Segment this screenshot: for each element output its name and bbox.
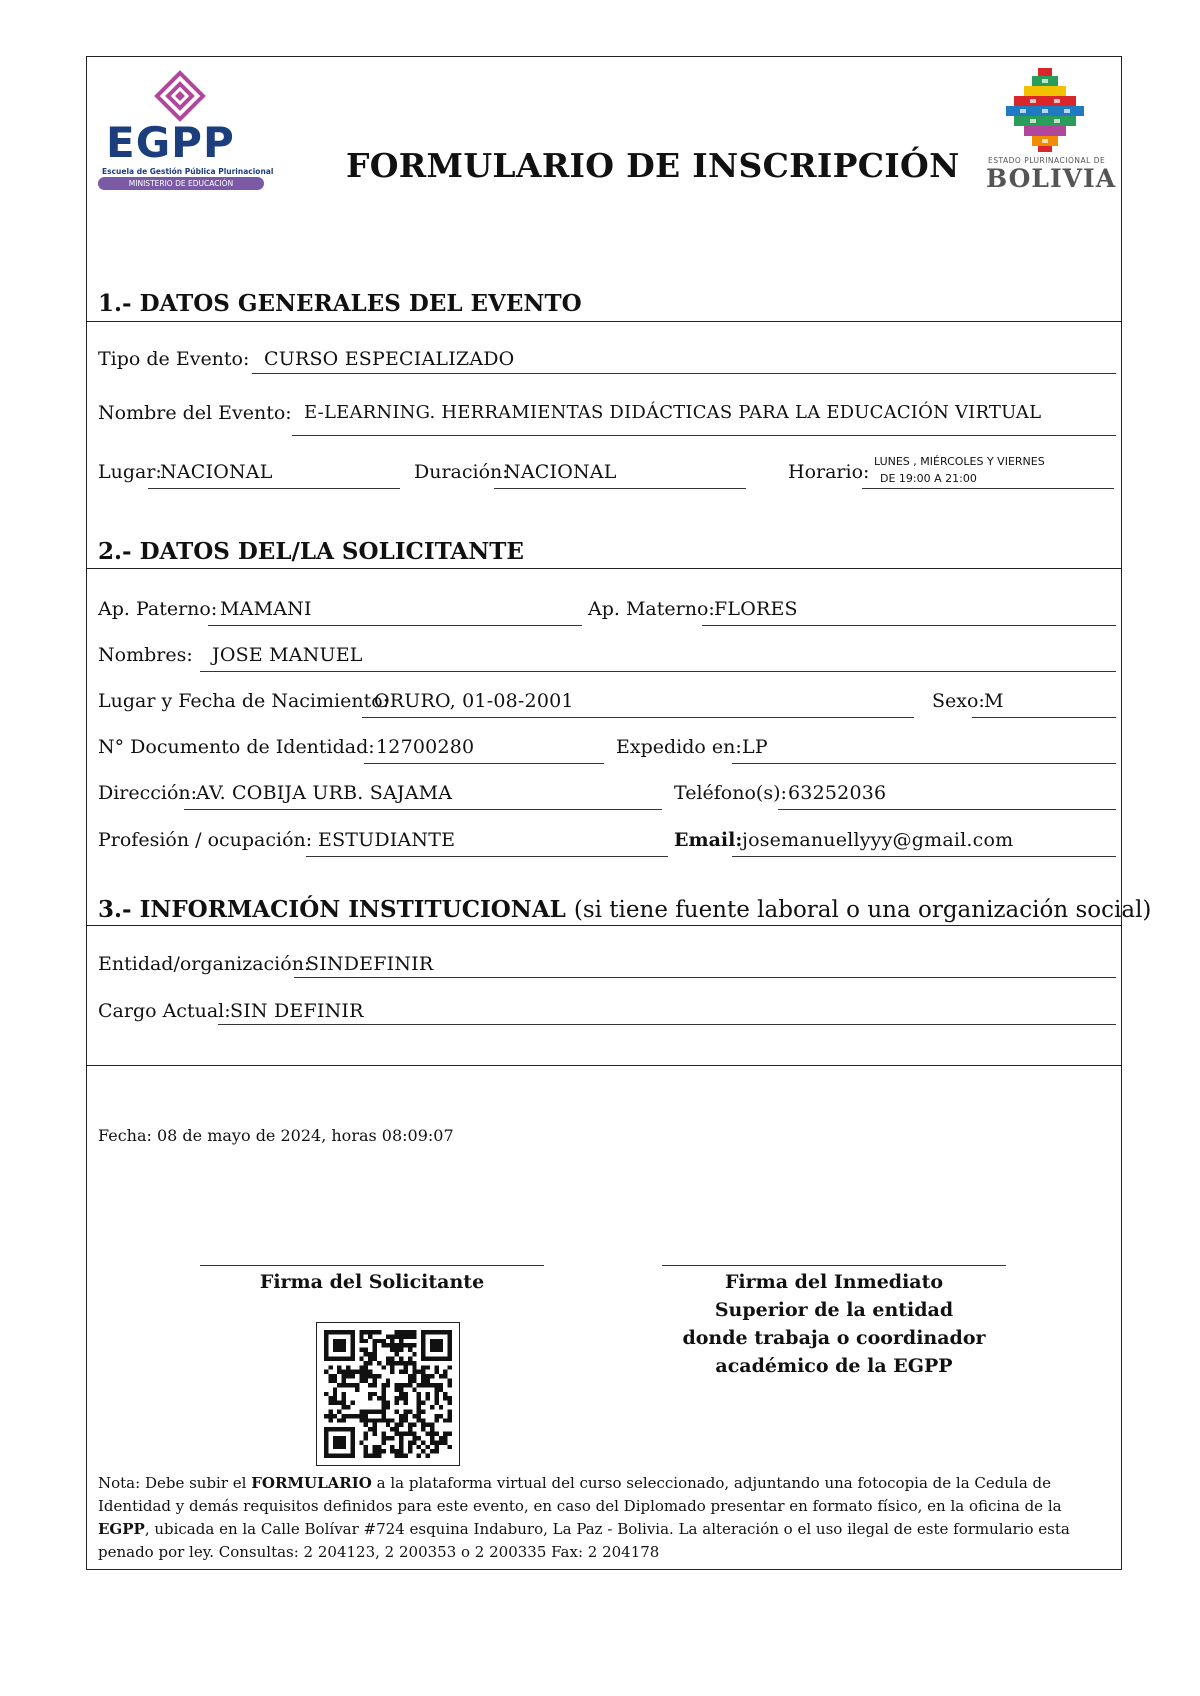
materno-line — [702, 625, 1116, 626]
duracion-label: Duración: — [414, 461, 509, 483]
section3-heading-bold: 3.- INFORMACIÓN INSTITUCIONAL — [98, 896, 566, 923]
bolivia-emblem — [980, 64, 1117, 193]
section3-heading — [98, 896, 1151, 923]
section2-heading: 2.- DATOS DEL/LA SOLICITANTE — [98, 538, 524, 565]
firma-superior-line1: Firma del Inmediato — [724, 1271, 944, 1293]
fecha-registro: Fecha: 08 de mayo de 2024, horas 08:09:07 — [98, 1126, 454, 1145]
form-title: FORMULARIO DE INSCRIPCIÓN — [346, 146, 960, 185]
telefono-label: Teléfono(s): — [674, 782, 787, 804]
nombres-line — [200, 671, 1116, 672]
expedido-value: LP — [742, 736, 768, 758]
nombres-label: Nombres: — [98, 644, 193, 666]
nota-part3: , ubicada en la Calle Bolívar #724 esquina Indaburo, La Paz - Bolivia. La alteración o el uso ilegal de este formulario esta penado por ley. Consultas: 2 204123, 2 200353 o 2 200335 Fax: 2 204178 — [98, 1520, 1070, 1561]
email-value: josemanuellyyy@gmail.com — [742, 829, 1014, 851]
section1-divider — [86, 321, 1122, 322]
nombre-evento-line — [292, 435, 1116, 436]
documento-line — [364, 763, 604, 764]
paterno-label: Ap. Paterno: — [98, 598, 218, 620]
egpp-diamond-icon — [154, 70, 206, 122]
nombre-evento-label: Nombre del Evento: — [98, 402, 292, 424]
qr-code-icon — [324, 1330, 452, 1458]
expedido-label: Expedido en: — [616, 736, 742, 758]
section2-divider — [86, 568, 1122, 569]
sexo-line — [972, 717, 1116, 718]
email-line — [732, 856, 1116, 857]
email-label: Email: — [674, 829, 743, 851]
documento-value: 12700280 — [376, 736, 475, 758]
qr-code-frame — [316, 1322, 460, 1466]
lugar-line — [148, 488, 400, 489]
nacimiento-label: Lugar y Fecha de Nacimiento: — [98, 690, 390, 712]
nacimiento-value: ORURO, 01-08-2001 — [374, 690, 574, 712]
documento-label: N° Documento de Identidad: — [98, 736, 375, 758]
duracion-line — [494, 488, 746, 489]
nombre-evento-value: E-LEARNING. HERRAMIENTAS DIDÁCTICAS PARA LA EDUCACIÓN VIRTUAL — [304, 402, 1042, 423]
firma-solicitante-line — [200, 1265, 544, 1266]
tipo-evento-line — [252, 373, 1116, 374]
cargo-label: Cargo Actual: — [98, 1000, 231, 1022]
horario-value-line2: DE 19:00 A 21:00 — [880, 472, 977, 485]
paterno-value: MAMANI — [220, 598, 312, 620]
cargo-line — [218, 1024, 1116, 1025]
entidad-value: SINDEFINIR — [306, 953, 434, 975]
bolivia-emblem-icon — [1000, 68, 1090, 152]
nota-bold1: FORMULARIO — [251, 1474, 372, 1492]
profesion-label: Profesión / ocupación: — [98, 829, 313, 851]
firma-superior-line3: donde trabaja o coordinador — [682, 1327, 986, 1349]
bolivia-big-text: BOLIVIA — [986, 164, 1117, 193]
egpp-ministry-badge: MINISTERIO DE EDUCACIÓN — [98, 177, 264, 190]
lugar-label: Lugar: — [98, 461, 162, 483]
section3-bottom-divider — [86, 1065, 1122, 1066]
profesion-line — [306, 856, 668, 857]
nota-legal — [98, 1472, 1098, 1564]
egpp-logo — [96, 68, 274, 188]
expedido-line — [732, 763, 1116, 764]
profesion-value: ESTUDIANTE — [318, 829, 456, 851]
cargo-value: SIN DEFINIR — [230, 1000, 364, 1022]
nota-part2: a la plataforma virtual del curso seleccionado, adjuntando una fotocopia de la Cedula de Identidad y demás requisitos definidos para este evento, en caso del Diplomado presentar en formato físico, en la oficina de la — [98, 1474, 1062, 1515]
paterno-line — [208, 625, 582, 626]
firma-solicitante-label: Firma del Solicitante — [259, 1271, 485, 1293]
nombres-value: JOSE MANUEL — [212, 644, 363, 666]
materno-label: Ap. Materno: — [588, 598, 715, 620]
direccion-label: Dirección: — [98, 782, 198, 804]
egpp-subtitle: Escuela de Gestión Pública Plurinacional — [102, 167, 274, 176]
nota-part1: Nota: Debe subir el — [98, 1474, 252, 1492]
firma-superior-line4: académico de la EGPP — [715, 1355, 953, 1377]
entidad-label: Entidad/organización: — [98, 953, 311, 975]
horario-label: Horario: — [788, 461, 870, 483]
tipo-evento-value: CURSO ESPECIALIZADO — [264, 348, 515, 370]
firma-superior-line — [662, 1265, 1006, 1266]
firma-superior-line2: Superior de la entidad — [714, 1299, 954, 1321]
nacimiento-line — [362, 717, 914, 718]
egpp-wordmark: EGPP — [106, 118, 235, 167]
section3-heading-note: (si tiene fuente laboral o una organización social) — [573, 897, 1152, 923]
section3-divider — [86, 925, 1122, 926]
direccion-line — [184, 809, 662, 810]
direccion-value: AV. COBIJA URB. SAJAMA — [196, 782, 453, 804]
bolivia-small-text: ESTADO PLURINACIONAL DE — [988, 156, 1106, 165]
horario-line — [862, 488, 1114, 489]
section1-heading: 1.- DATOS GENERALES DEL EVENTO — [98, 290, 582, 317]
horario-value-line1: LUNES , MIÉRCOLES Y VIERNES — [874, 455, 1045, 468]
sexo-value: M — [984, 690, 1004, 712]
entidad-line — [294, 977, 1116, 978]
materno-value: FLORES — [714, 598, 798, 620]
firma-superior-label — [662, 1268, 1006, 1380]
telefono-value: 63252036 — [788, 782, 887, 804]
telefono-line — [778, 809, 1116, 810]
lugar-value: NACIONAL — [160, 461, 273, 483]
tipo-evento-label: Tipo de Evento: — [98, 348, 250, 370]
sexo-label: Sexo: — [932, 690, 985, 712]
duracion-value: NACIONAL — [504, 461, 617, 483]
nota-bold2: EGPP — [98, 1520, 145, 1538]
